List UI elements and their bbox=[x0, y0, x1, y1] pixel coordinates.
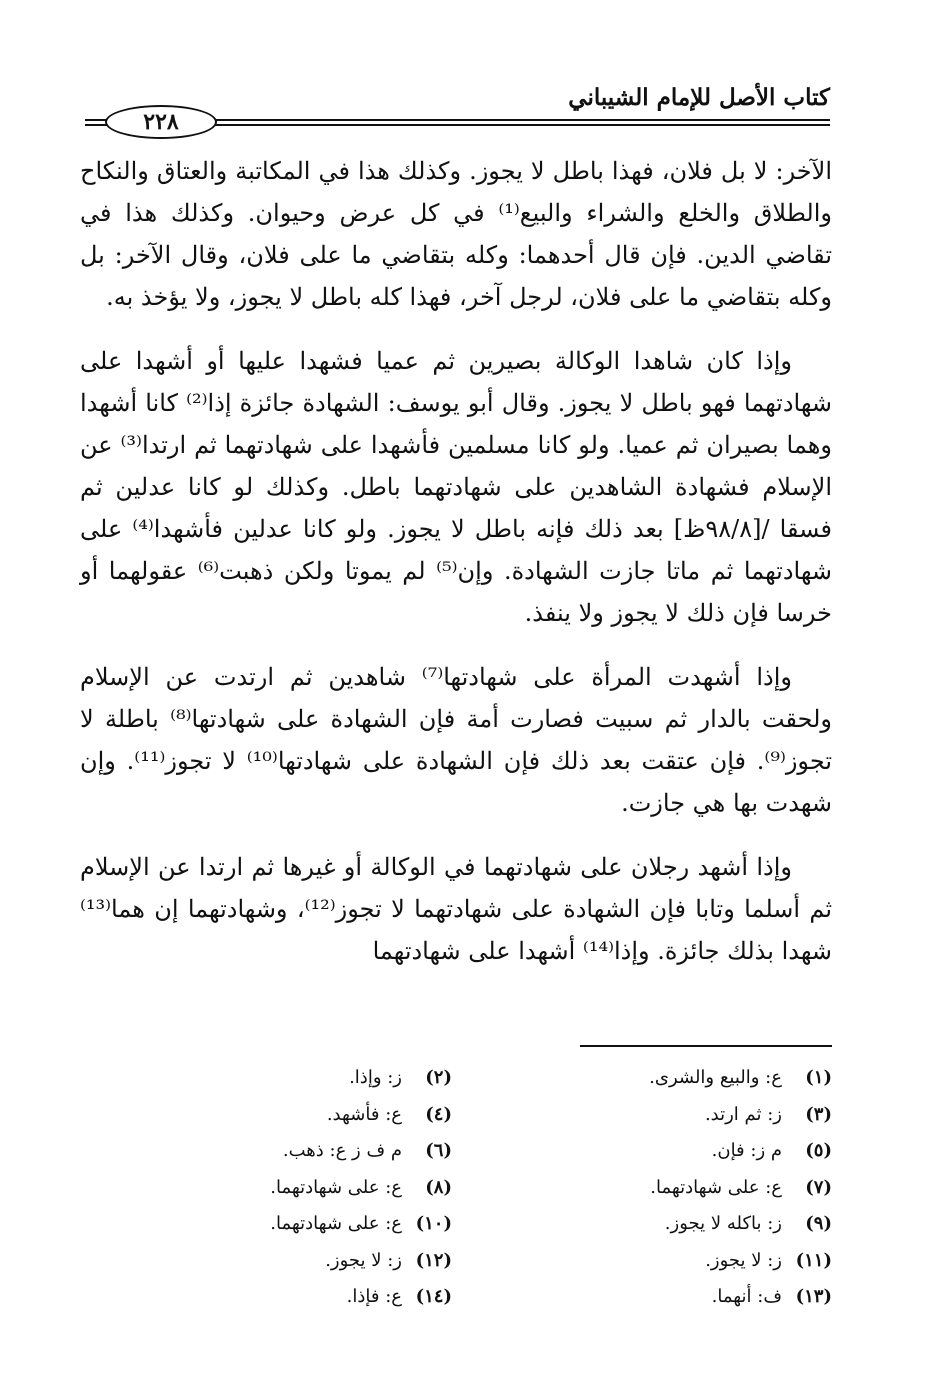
footnote-item bbox=[532, 1097, 832, 1134]
footnote-number: (١٣) bbox=[795, 1286, 832, 1307]
footnote-text: ز: لا يجوز. bbox=[705, 1249, 782, 1271]
footnote-number: (٦) bbox=[425, 1140, 452, 1161]
footnote-item bbox=[532, 1133, 832, 1170]
footnote-number: (١) bbox=[805, 1067, 832, 1088]
footnote-item bbox=[532, 1279, 832, 1316]
footnote-item bbox=[152, 1243, 452, 1280]
footnote-text: ز: باكله لا يجوز. bbox=[664, 1213, 782, 1234]
footnote-text: ع: على شهادتهما. bbox=[270, 1176, 402, 1198]
footnotes-left-column bbox=[152, 1060, 452, 1316]
footnote-text: ز: لا يجوز. bbox=[325, 1249, 402, 1271]
footnote-number: (٧) bbox=[805, 1176, 832, 1198]
footnote-item bbox=[152, 1206, 452, 1243]
paragraph: وإذا كان شاهدا الوكالة بصيرين ثم عميا فشهدا عليها أو أشهدا على شهادتهما فهو باطل لا يجوز. وقال أبو يوسف: الشهادة جائزة إذا⁽²⁾ كانا أشهدا وهما بصيران ثم عميا. ولو كانا مسلمين فأشهدا على شهادتهما ثم ارتدا⁽³⁾ عن الإسلام فشهادة الشاهدين على شهادتهما باطل. وكذلك لو كانا عدلين ثم فسقا /[٩٨/٨ظ] بعد ذلك فإنه باطل لا يجوز. ولو كانا عدلين فأشهدا⁽⁴⁾ على شهادتهما ثم ماتا جازت الشهادة. وإن⁽⁵⁾ لم يموتا ولكن ذهبت⁽⁶⁾ عقولهما أو خرسا فإن ذلك لا يجوز ولا ينفذ. bbox=[80, 347, 832, 627]
paragraph: الآخر: لا بل فلان، فهذا باطل لا يجوز. وكذلك هذا في المكاتبة والعتاق والنكاح والطلاق والخلع والشراء والبيع⁽¹⁾ في كل عرض وحيوان. وكذلك هذا في تقاضي الدين. فإن قال أحدهما: وكله بتقاضي ما على فلان، وقال الآخر: بل وكله بتقاضي ما على فلان، لرجل آخر، فهذا كله باطل لا يجوز، ولا يؤخذ به. bbox=[80, 157, 833, 311]
footnote-text: ز: وإذا. bbox=[349, 1067, 402, 1088]
footnote-text: ع: على شهادتهما. bbox=[270, 1213, 402, 1234]
footnote-number: (٢) bbox=[425, 1067, 452, 1088]
footnote-item bbox=[532, 1060, 832, 1097]
page-number: ٢٢٨ bbox=[105, 105, 217, 139]
body-text bbox=[80, 150, 832, 994]
footnote-text: ع: والبيع والشرى. bbox=[649, 1067, 782, 1088]
footnote-number: (٥) bbox=[805, 1140, 832, 1161]
footnote-item bbox=[532, 1243, 832, 1280]
footnote-item bbox=[532, 1206, 832, 1243]
footnote-text: ز: ثم ارتد. bbox=[704, 1103, 782, 1125]
footnote-number: (١٠) bbox=[415, 1213, 452, 1234]
footnote-number: (١٢) bbox=[415, 1249, 452, 1271]
footnote-text: ع: على شهادتهما. bbox=[650, 1176, 782, 1198]
footnote-number: (١٤) bbox=[415, 1286, 452, 1307]
paragraph: وإذا أشهد رجلان على شهادتهما في الوكالة أو غيرها ثم ارتدا عن الإسلام ثم أسلما وتابا فإن الشهادة على شهادتهما لا تجوز⁽¹²⁾، وشهادتهما إن هما⁽¹³⁾ شهدا بذلك جائزة. وإذا⁽¹⁴⁾ أشهدا على شهادتهما bbox=[80, 853, 833, 965]
footnote-text: ع: فأشهد. bbox=[326, 1103, 402, 1125]
paragraph: وإذا أشهدت المرأة على شهادتها⁽⁷⁾ شاهدين ثم ارتدت عن الإسلام ولحقت بالدار ثم سبيت فصارت أمة فإن الشهادة على شهادتها⁽⁸⁾ باطلة لا تجوز⁽⁹⁾. فإن عتقت بعد ذلك فإن الشهادة على شهادتها⁽¹⁰⁾ لا تجوز⁽¹¹⁾. وإن شهدت بها هي جازت. bbox=[80, 663, 832, 817]
footnotes-right-column bbox=[532, 1060, 832, 1316]
book-title: كتاب الأصل للإمام الشيباني bbox=[568, 84, 830, 111]
footnote-item bbox=[152, 1133, 452, 1170]
footnote-item bbox=[152, 1170, 452, 1207]
footnote-text: ع: فإذا. bbox=[346, 1286, 402, 1307]
footnote-divider bbox=[580, 1045, 832, 1047]
footnote-text: م ف ز ع: ذهب. bbox=[282, 1140, 402, 1161]
footnote-number: (٨) bbox=[425, 1176, 452, 1198]
footnote-item bbox=[532, 1170, 832, 1207]
footnote-number: (٣) bbox=[805, 1103, 832, 1125]
footnote-text: م ز: فإن. bbox=[711, 1140, 782, 1161]
footnote-item bbox=[152, 1279, 452, 1316]
footnote-number: (٤) bbox=[425, 1103, 452, 1125]
page-header bbox=[85, 78, 830, 138]
footnote-item bbox=[152, 1097, 452, 1134]
footnote-text: ف: أنهما. bbox=[711, 1286, 782, 1307]
footnote-item bbox=[152, 1060, 452, 1097]
footnote-number: (١١) bbox=[795, 1249, 832, 1271]
footnote-number: (٩) bbox=[805, 1213, 832, 1234]
